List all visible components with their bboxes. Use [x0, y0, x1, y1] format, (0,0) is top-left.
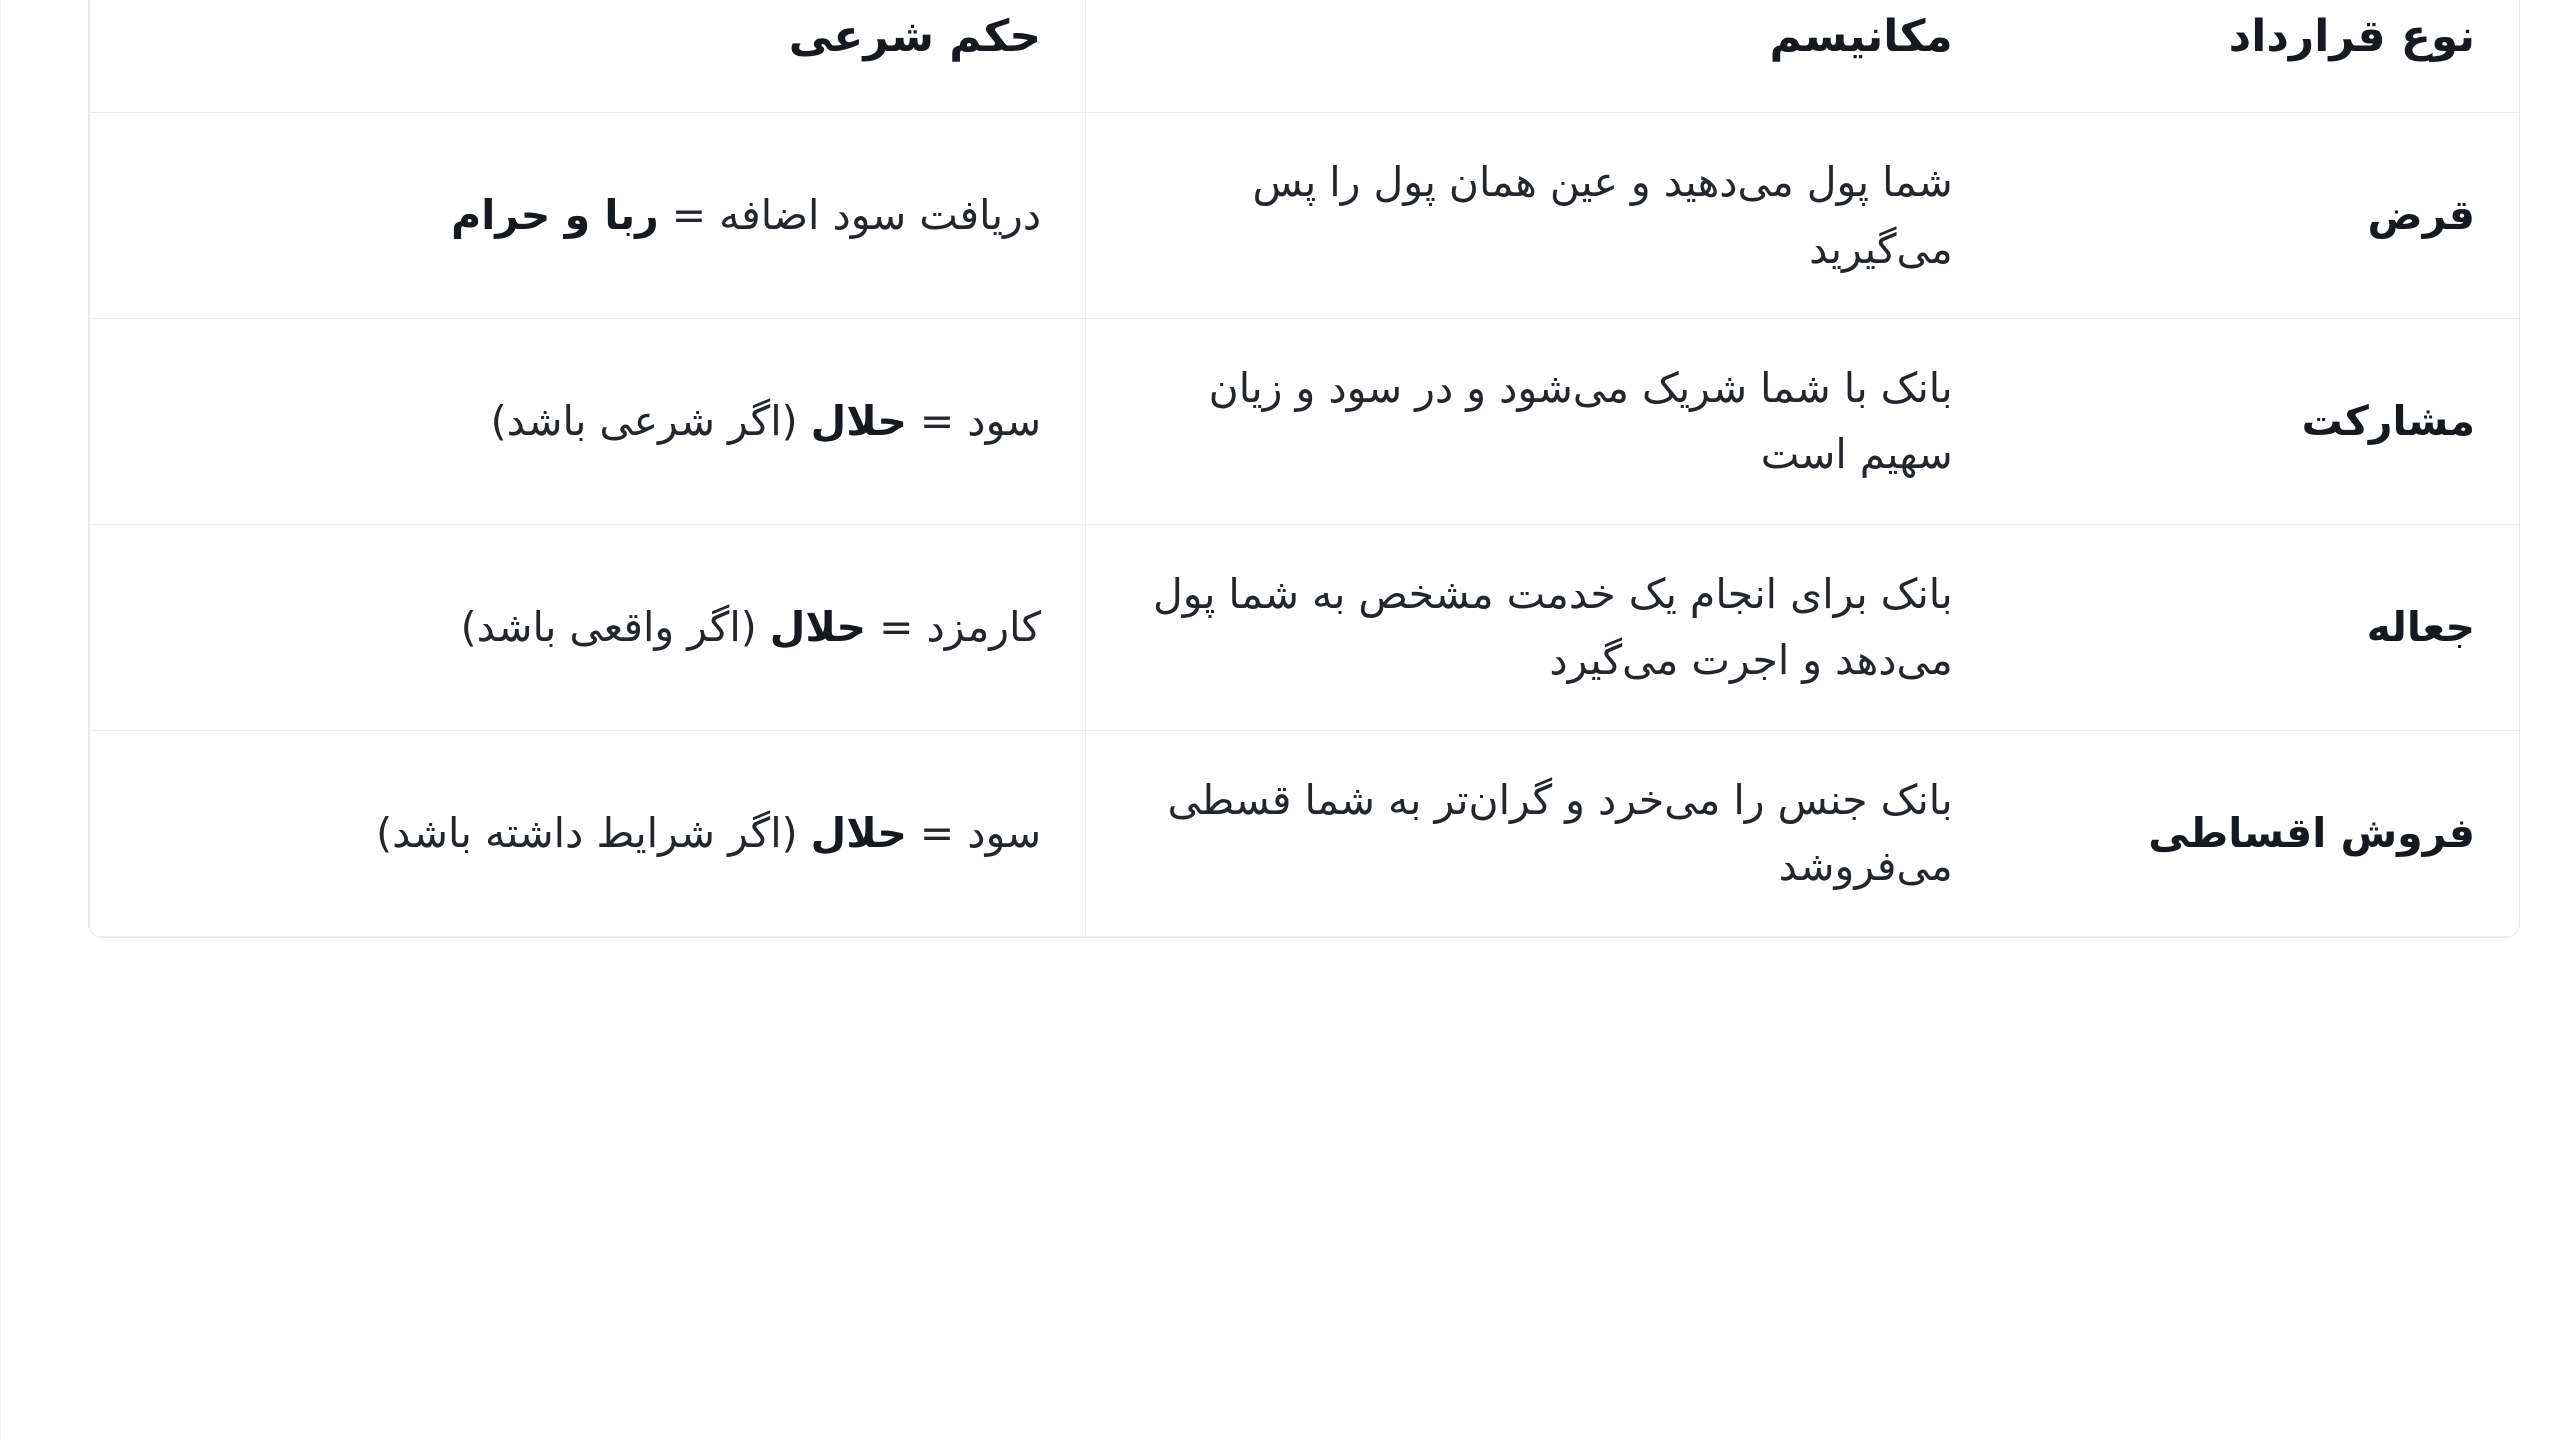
cell-ruling	[90, 730, 1086, 936]
table-header-row	[90, 0, 2520, 113]
table-row	[90, 319, 2520, 525]
table-header	[90, 0, 2520, 113]
ruling-emphasis: حلال	[810, 397, 907, 446]
ruling-emphasis: ربا و حرام	[451, 191, 659, 240]
cell-contract-type: جعاله	[1997, 524, 2519, 730]
column-header-mechanism: مکانیسم	[1086, 0, 1997, 113]
page-edge-divider	[0, 0, 1, 1440]
cell-mechanism: شما پول می‌دهید و عین همان پول را پس می‌گیرید	[1086, 113, 1997, 319]
ruling-suffix: (اگر واقعی باشد)	[460, 603, 770, 652]
table-row	[90, 113, 2520, 319]
cell-mechanism: بانک با شما شریک می‌شود و در سود و زیان سهیم است	[1086, 319, 1997, 525]
cell-mechanism: بانک جنس را می‌خرد و گران‌تر به شما قسطی می‌فروشد	[1086, 730, 1997, 936]
ruling-emphasis: حلال	[769, 603, 867, 652]
ruling-prefix: سود =	[906, 397, 1042, 446]
column-header-contract-type: نوع قرارداد	[1997, 0, 2519, 113]
cell-ruling	[90, 524, 1086, 730]
table-body	[90, 113, 2520, 936]
cell-contract-type: قرض	[1997, 113, 2519, 319]
cell-contract-type: فروش اقساطی	[1997, 730, 2519, 936]
ruling-prefix: کارمزد =	[866, 603, 1042, 652]
table-row	[90, 524, 2520, 730]
cell-ruling	[90, 113, 1086, 319]
cell-mechanism: بانک برای انجام یک خدمت مشخص به شما پول می‌دهد و اجرت می‌گیرد	[1086, 524, 1997, 730]
ruling-suffix: (اگر شرایط داشته باشد)	[376, 808, 811, 857]
cell-ruling	[90, 319, 1086, 525]
ruling-prefix: سود =	[906, 808, 1042, 857]
cell-contract-type: مشارکت	[1997, 319, 2519, 525]
column-header-ruling: حکم شرعی	[90, 0, 1086, 113]
ruling-suffix: (اگر شرعی باشد)	[490, 397, 811, 446]
table-row	[90, 730, 2520, 936]
contract-comparison-table	[89, 0, 2519, 937]
comparison-table-container	[88, 0, 2520, 938]
ruling-prefix: دریافت سود اضافه =	[658, 191, 1042, 240]
ruling-emphasis: حلال	[810, 808, 907, 857]
